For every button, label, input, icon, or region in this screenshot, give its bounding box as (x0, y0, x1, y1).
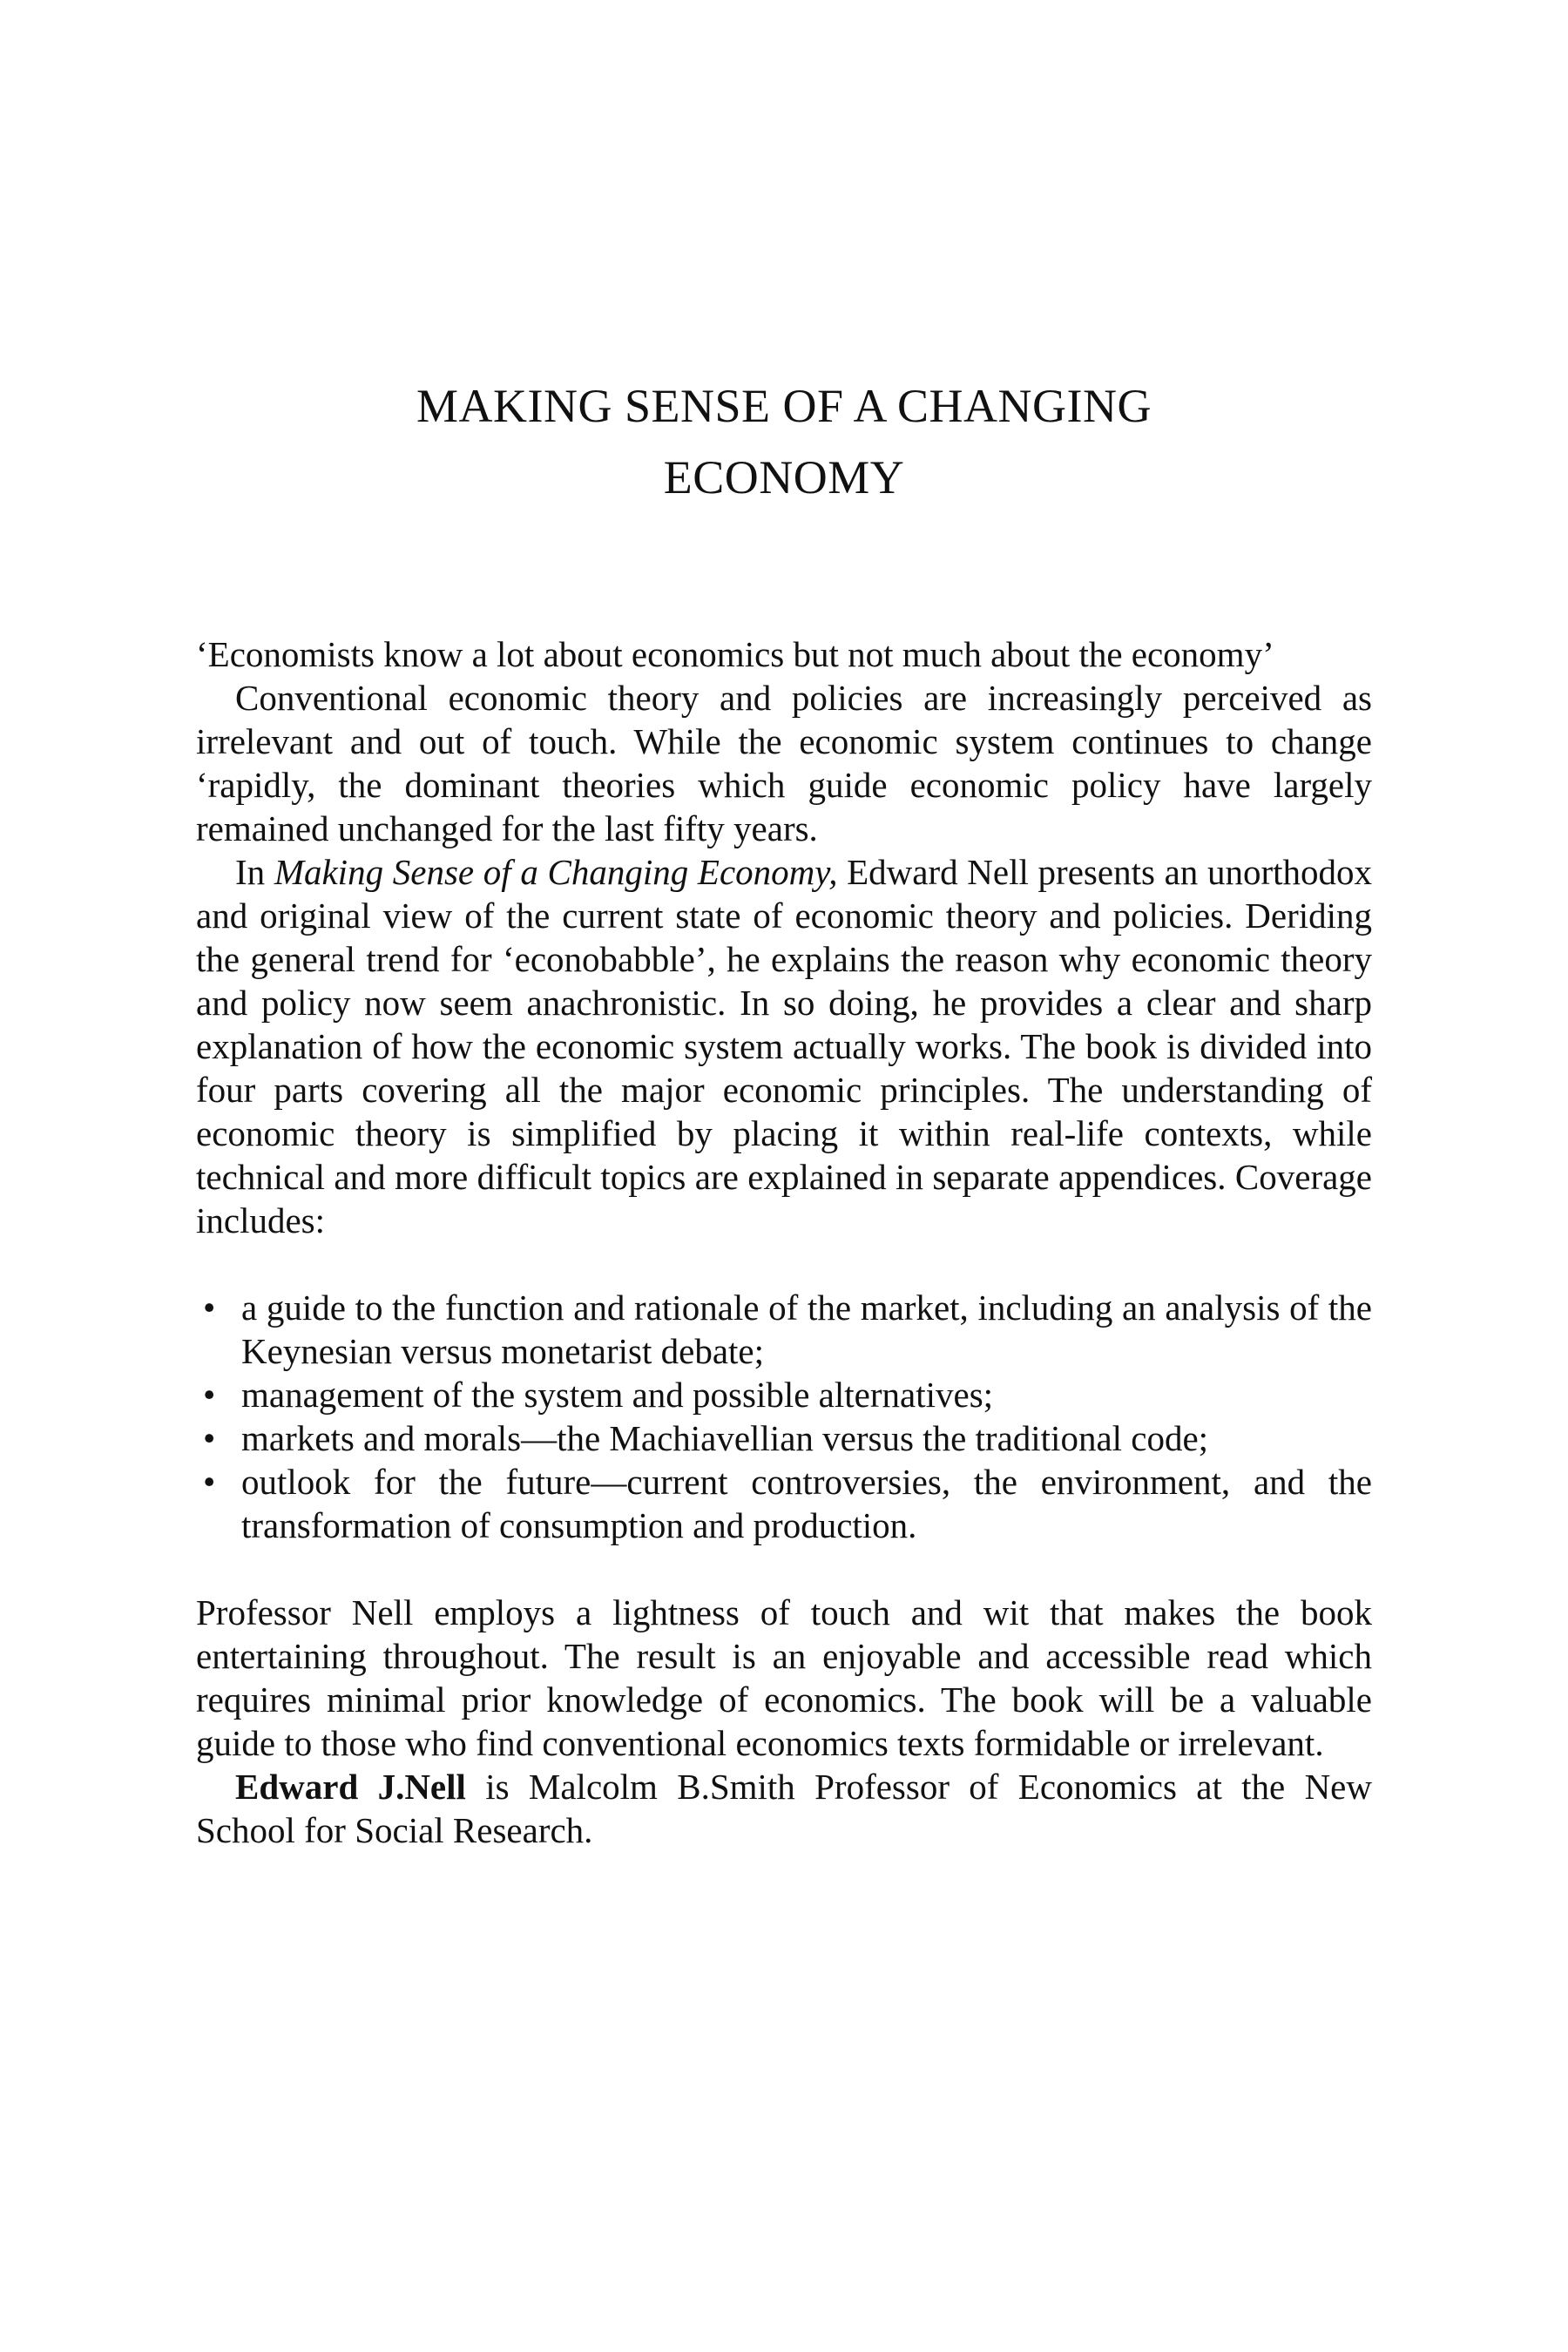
author-name: Edward J.Nell (235, 1767, 466, 1807)
title-line-1: MAKING SENSE OF A CHANGING (416, 380, 1152, 432)
bullet-icon: • (203, 1462, 216, 1502)
author-bio (196, 1765, 1372, 1852)
list-item-text: management of the system and possible alternatives; (241, 1375, 994, 1415)
blurb-body (196, 632, 1372, 1852)
list-item (196, 1286, 1372, 1373)
list-item-text: markets and morals—the Machiavellian versus the traditional code; (241, 1418, 1209, 1458)
summary-lead: In (235, 852, 274, 892)
page-title (196, 370, 1372, 513)
epigraph: ‘Economists know a lot about economics but not much about the economy’ (196, 634, 1274, 674)
intro-paragraph: Conventional economic theory and policies are increasingly perceived as irrelevant and out of touch. While the economic system continues to change ‘rapidly, the dominant theories which guide economic policy have largely remained unchanged for the last fifty years. (196, 678, 1372, 848)
list-item (196, 1373, 1372, 1416)
list-item (196, 1416, 1372, 1460)
list-item (196, 1460, 1372, 1547)
book-title-reference: Making Sense of a Changing Economy, (274, 852, 838, 892)
closing-paragraph: Professor Nell employs a lightness of touch and wit that makes the book entertaining throughout. The result is an enjoyable and accessible read which requires minimal prior knowledge of economics. The book will be a valuable guide to those who find conventional economics texts formidable or irrelevant. (196, 1592, 1372, 1763)
bullet-icon: • (203, 1288, 216, 1328)
title-line-2: ECONOMY (663, 451, 905, 504)
list-item-text: a guide to the function and rationale of the market, including an analysis of the Keynesian versus monetarist debate; (241, 1288, 1372, 1371)
bullet-icon: • (203, 1375, 216, 1415)
bullet-icon: • (203, 1418, 216, 1458)
summary-rest: Edward Nell presents an unorthodox and original view of the current state of economic theory and policies. Deriding the general trend for ‘econobabble’, he explains the reason why economic theory and policy now seem anachronistic. In so doing, he provides a clear and sharp explanation of how the economic system actually works. The book is divided into four parts covering all the major economic principles. The understanding of economic theory is simplified by placing it within real-life contexts, while technical and more difficult topics are explained in separate appendices. Coverage includes: (196, 852, 1372, 1240)
summary-paragraph (196, 850, 1372, 1242)
coverage-list (196, 1286, 1372, 1547)
list-item-text: outlook for the future—current controversies, the environment, and the transformation of consumption and production. (241, 1462, 1372, 1545)
author-bio-text: is Malcolm B.Smith Professor of Economics at the New School for Social Research. (196, 1767, 1372, 1850)
